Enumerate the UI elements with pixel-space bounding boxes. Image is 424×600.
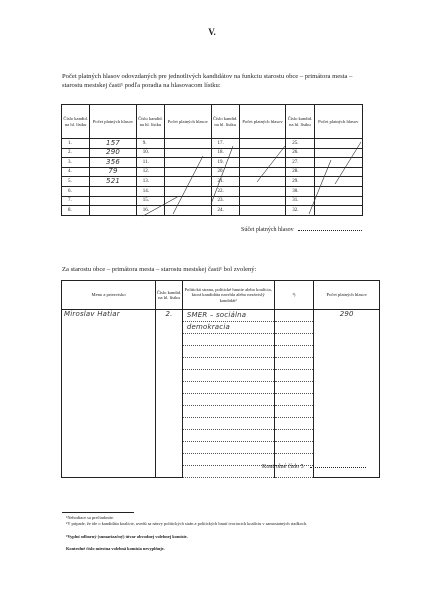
elected-votes-text: 290 [339,310,354,318]
handwritten-votes: 290 [106,148,121,157]
candidate-number-cell: 2. [62,148,90,158]
party-cell [182,394,274,406]
mark-cell [274,322,314,334]
party-cell [182,334,274,346]
footnote-1: ¹Nehodiace sa prečiarknite. [66,515,115,520]
footnote-4: Kontrolné číslo miestna volebná komisia nevyplňuje. [66,546,165,551]
header-party: Politická strana, politické hnutie alebo koalícia, ktorá kandidáta navrhla alebo nezávislý kandidát² [182,281,274,310]
party-cell [182,418,274,430]
candidate-number-cell: 20. [211,167,239,177]
handwritten-votes: 521 [106,176,121,185]
mark-cell [274,370,314,382]
votes-heading: Počet platných hlasov odovzdaných pre jednotlivých kandidátov na funkciu starostu obce – primátora mesta – starostu mestskej časti¹ podľa poradia na hlasovacom lístku: [62,73,353,89]
mark-cell [274,442,314,454]
candidate-number-cell: 14. [136,186,164,196]
header-mark: ³) [274,281,314,310]
header-name: Meno a priezvisko [62,281,156,310]
elected-table [61,280,380,478]
control-label: Kontrolné číslo 5 [262,464,304,470]
footnote-rule [62,512,134,513]
party-cell [182,454,274,466]
candidate-number-cell: 23. [211,196,239,206]
mark-cell [274,346,314,358]
control-line [262,464,366,470]
handwritten-votes: 79 [108,167,118,176]
header-num-2: Číslo kandid. na hl. lístku [136,105,164,139]
elected-party-line1: SMER – sociálna [186,310,247,319]
handwritten-votes: 356 [106,157,121,166]
candidate-number-cell: 29. [286,177,314,187]
strike-line [211,146,233,204]
sum-dots [298,230,362,231]
header-cand-num: Číslo kandid. na hl. lístku [156,281,183,310]
footnote-2: ²V prípade, že ide o kandidáta koalície, uvedú sa názvy politických strán a politických hnutí tvoriacich koalíciu v samostatných riadkoch. [66,521,308,526]
candidate-number-cell: 10. [136,148,164,158]
candidate-number-cell: 27. [286,158,314,168]
candidate-number-cell: 25. [286,139,314,149]
party-cell [182,358,274,370]
footnote-3: ³Vyplní odborný (sumarizačný) útvar obvodnej volebnej komisie. [66,534,188,539]
candidate-number-cell: 21. [211,177,239,187]
mark-cell [274,358,314,370]
header-votes: Počet platných hlasov [314,281,380,310]
elected-party [182,322,274,334]
candidate-number-cell: 17. [211,139,239,149]
sum-line [241,227,362,233]
candidate-number-cell: 1. [62,139,90,149]
elected-num-text: 2. [165,310,173,318]
party-cell [182,370,274,382]
party-cell [182,406,274,418]
strike-line [173,156,203,214]
party-cell [182,442,274,454]
candidate-number-cell: 18. [211,148,239,158]
elected-votes [314,310,380,478]
control-dots [310,467,366,468]
section-mark: V. [208,27,216,37]
elected-party-line2: demokracia [186,322,230,331]
strike-lines [61,104,363,218]
mark-cell [274,394,314,406]
strike-line [257,146,285,182]
candidate-number-cell: 19. [211,158,239,168]
mark-cell [274,430,314,442]
candidate-number-cell: 31. [286,196,314,206]
mark-cell [274,310,314,322]
header-num-4: Číslo kandid. na hl. lístku [286,105,314,139]
strike-line [335,142,361,184]
candidate-number-cell: 13. [136,177,164,187]
candidate-number-cell: 5. [62,177,90,187]
elected-heading: Za starostu obce – primátora mesta – starostu mestskej časti¹ bol zvolený: [62,266,257,273]
sum-label: Súčet platných hlasov [241,227,294,233]
candidate-number-cell: 4. [62,167,90,177]
party-cell [182,466,274,478]
header-votes-4: Počet platných hlasov [314,105,362,139]
elected-name [62,310,156,478]
header-votes-2: Počet platných hlasov [165,105,211,139]
strike-line [309,160,331,214]
mark-cell [274,382,314,394]
elected-name-text: Miroslav Hatiar [64,310,120,318]
candidate-number-cell: 15. [136,196,164,206]
header-votes-1: Počet platných hlasov [90,105,136,139]
party-cell [182,382,274,394]
handwritten-votes: 157 [106,138,121,147]
party-cell [182,346,274,358]
candidate-number-cell: 8. [62,206,90,216]
candidate-number-cell: 12. [136,167,164,177]
elected-party [182,310,274,322]
mark-cell [274,418,314,430]
candidate-number-cell: 3. [62,158,90,168]
candidate-number-cell: 30. [286,186,314,196]
mark-cell [274,406,314,418]
candidate-number-cell: 11. [136,158,164,168]
candidate-number-cell: 32. [286,206,314,216]
candidate-number-cell: 16. [136,206,164,216]
candidate-number-cell: 24. [211,206,239,216]
candidate-number-cell: 9. [136,139,164,149]
mark-cell [274,334,314,346]
elected-num [156,310,183,478]
header-num-1: Číslo kandid. na hl. lístku [62,105,90,139]
candidate-number-cell: 7. [62,196,90,206]
header-num-3: Číslo kandid. na hl. lístku [211,105,239,139]
candidate-number-cell: 22. [211,186,239,196]
candidate-number-cell: 28. [286,167,314,177]
candidate-number-cell: 26. [286,148,314,158]
candidate-number-cell: 6. [62,186,90,196]
header-votes-3: Počet platných hlasov [239,105,285,139]
party-cell [182,430,274,442]
